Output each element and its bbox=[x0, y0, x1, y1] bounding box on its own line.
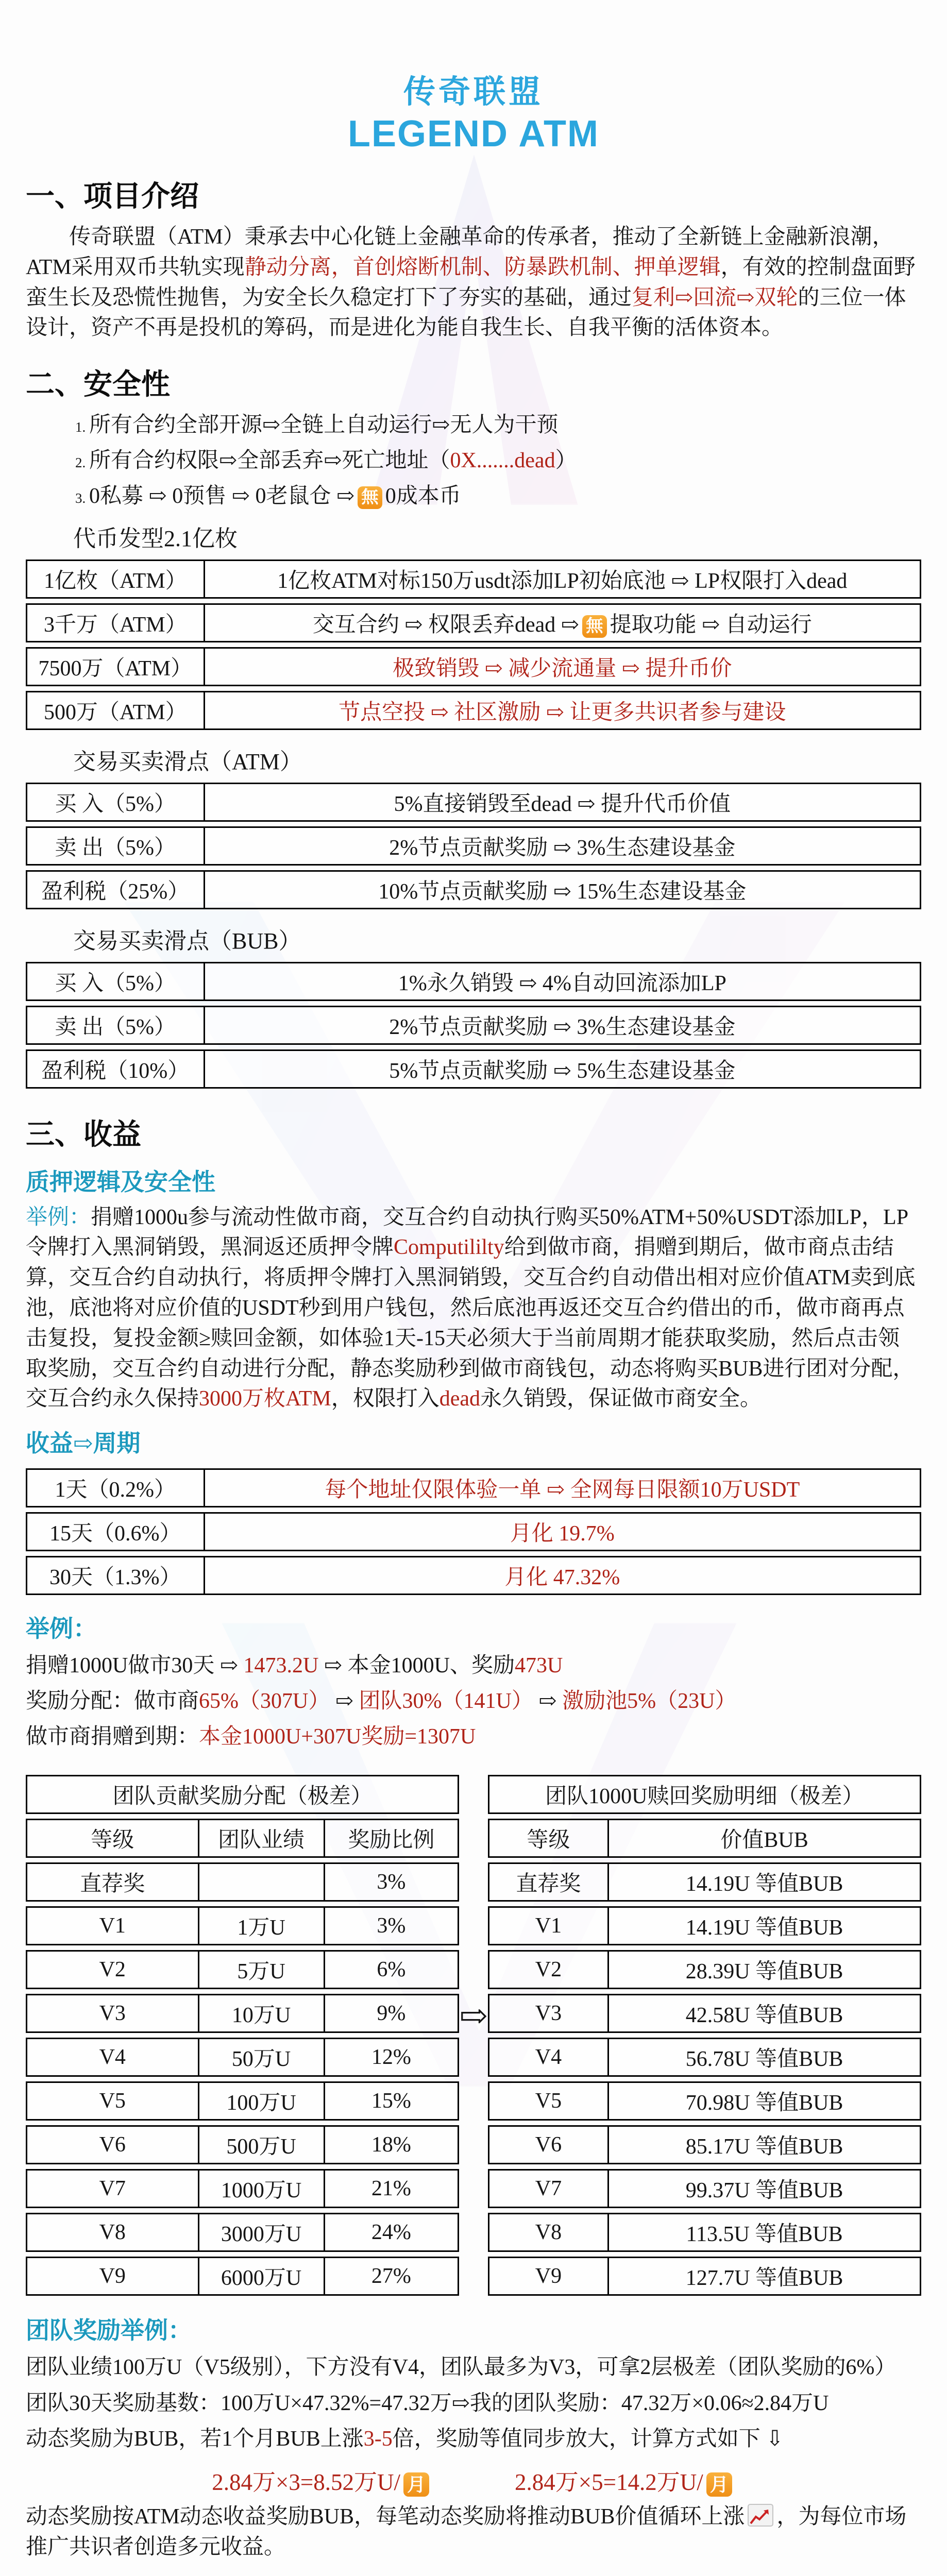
table-row bbox=[26, 2257, 459, 2296]
table-cell: 56.78U 等值BUB bbox=[609, 2038, 921, 2077]
cjk-badge-icon: 月 bbox=[403, 2472, 429, 2497]
text-segment: 月化 47.32% bbox=[504, 1566, 620, 1590]
table-row bbox=[26, 2081, 459, 2121]
text-segment: 复利 bbox=[632, 285, 675, 310]
table-row bbox=[26, 1862, 459, 1902]
text-segment: 全链上自动运行 bbox=[280, 413, 432, 437]
text-segment: ，为每位市场推广共识者创造多元收益。 bbox=[26, 2504, 907, 2559]
text-segment: 65%（307U） bbox=[199, 1689, 330, 1714]
arrow-icon: ⇨ bbox=[336, 484, 355, 508]
table-cell: V5 bbox=[488, 2081, 610, 2121]
table-cell: V8 bbox=[488, 2213, 610, 2252]
yield-period-table bbox=[26, 1464, 921, 1600]
table-row bbox=[488, 2038, 921, 2077]
table-row bbox=[26, 603, 921, 642]
cjk-badge-icon: 月 bbox=[706, 2472, 732, 2497]
arrow-icon: ⇨ bbox=[621, 656, 640, 681]
table-cell: V1 bbox=[488, 1906, 610, 1945]
text-segment: 0老鼠仓 bbox=[249, 484, 336, 508]
row-label-cell: 买 入（5%） bbox=[26, 783, 205, 822]
table-cell: 99.37U 等值BUB bbox=[609, 2169, 921, 2208]
arrow-icon: ⇨ bbox=[231, 484, 250, 508]
staking-logic-paragraph bbox=[26, 1202, 921, 1415]
text-segment: 全部丢弃 bbox=[237, 448, 324, 472]
table-cell: 42.58U 等值BUB bbox=[609, 1994, 921, 2033]
table-cell: 5万U bbox=[199, 1950, 325, 1989]
row-value-cell bbox=[205, 1049, 921, 1089]
row-value-cell bbox=[205, 603, 921, 642]
row-label-cell: 7500万（ATM） bbox=[26, 647, 205, 686]
text-segment: 全网每日限额10万USDT bbox=[565, 1478, 800, 1502]
table-row bbox=[488, 1862, 921, 1902]
table-row bbox=[26, 560, 921, 599]
text-segment: 3%生态建设基金 bbox=[571, 1015, 736, 1039]
arrow-icon: ⇨ bbox=[702, 613, 720, 637]
table-cell: 100万U bbox=[199, 2081, 325, 2121]
arrow-icon: ⇨ bbox=[324, 448, 342, 472]
table-cell: 21% bbox=[325, 2169, 460, 2208]
arrow-icon: ⇨ bbox=[430, 700, 449, 724]
text-segment: 0X.......dead bbox=[450, 448, 555, 472]
arrow-icon: ⇨ bbox=[148, 484, 167, 508]
table-cell: 直荐奖 bbox=[26, 1862, 199, 1902]
arrow-icon: ⇨ bbox=[675, 285, 694, 310]
text-segment: 2%节点贡献奖励 bbox=[389, 1015, 553, 1039]
row-label-cell: 盈利税（25%） bbox=[26, 870, 205, 909]
text-segment: 永久销毁，保证做市商安全。 bbox=[480, 1387, 762, 1411]
row-value-cell bbox=[205, 1468, 921, 1507]
team-contribution-table bbox=[26, 1770, 459, 2300]
row-value-cell bbox=[205, 691, 921, 730]
arrow-icon: ⇨ bbox=[219, 448, 238, 472]
text-segment: 月化 19.7% bbox=[510, 1522, 615, 1546]
column-header: 团队业绩 bbox=[199, 1819, 325, 1858]
table-cell: V5 bbox=[26, 2081, 199, 2121]
table-row bbox=[488, 1819, 921, 1858]
text-segment: 2. bbox=[75, 454, 89, 470]
row-label-cell: 30天（1.3%） bbox=[26, 1556, 205, 1595]
text-segment: 0成本币 bbox=[385, 484, 461, 508]
row-label-cell: 卖 出（5%） bbox=[26, 826, 205, 866]
table-title: 团队贡献奖励分配（极差） bbox=[26, 1775, 459, 1814]
text-segment: ，有效的控制盘面野蛮生长及恐慌性抛售，为安全长久稳定打下了夯实的基础，通过 bbox=[26, 255, 916, 310]
text-segment: 3-5 bbox=[363, 2427, 393, 2451]
arrow-icon: ⇨ bbox=[330, 1689, 359, 1714]
row-value-cell bbox=[205, 962, 921, 1001]
text-segment: 节点空投 bbox=[339, 700, 431, 724]
text-segment: 0预售 bbox=[166, 484, 232, 508]
table-cell: 3% bbox=[325, 1862, 460, 1902]
team-redeem-table bbox=[488, 1770, 921, 2300]
table-cell: 500万U bbox=[199, 2125, 325, 2164]
table-row bbox=[26, 691, 921, 730]
intro-paragraph bbox=[26, 222, 921, 343]
team-example-line-3 bbox=[26, 2422, 921, 2456]
table-row bbox=[26, 1049, 921, 1089]
text-segment: 回流 bbox=[693, 285, 737, 310]
row-label-cell: 15天（0.6%） bbox=[26, 1512, 205, 1551]
staking-logic-subheading: 质押逻辑及安全性 bbox=[26, 1168, 215, 1195]
token-allocation-table bbox=[26, 555, 921, 735]
row-value-cell bbox=[205, 647, 921, 686]
column-header: 等级 bbox=[26, 1819, 199, 1858]
table-row bbox=[26, 1950, 459, 1989]
table-row bbox=[26, 2038, 459, 2077]
row-label-cell: 1天（0.2%） bbox=[26, 1468, 205, 1507]
table-row bbox=[488, 1906, 921, 1945]
arrow-icon: ⇨ bbox=[546, 700, 564, 724]
table-cell: 70.98U 等值BUB bbox=[609, 2081, 921, 2121]
arrow-icon: ⇨ bbox=[577, 792, 596, 816]
dynamic-reward-paragraph bbox=[26, 2502, 921, 2563]
table-cell: 27% bbox=[325, 2257, 460, 2296]
text-segment: 本金1000U+307U奖励=1307U bbox=[199, 1725, 476, 1749]
column-header: 等级 bbox=[488, 1819, 610, 1858]
table-cell: 9% bbox=[325, 1994, 460, 2033]
table-cell: 50万U bbox=[199, 2038, 325, 2077]
chart-up-icon bbox=[748, 2504, 773, 2527]
arrow-icon: ⇨ bbox=[533, 1689, 563, 1714]
text-segment: 0私募 bbox=[89, 484, 149, 508]
table-cell: 6000万U bbox=[199, 2257, 325, 2296]
table-row bbox=[26, 2125, 459, 2164]
text-segment: 2%节点贡献奖励 bbox=[389, 836, 553, 860]
table-cell: 1000万U bbox=[199, 2169, 325, 2208]
text-segment: 我的团队奖励：47.32万×0.06≈2.84万U bbox=[469, 2391, 829, 2415]
table-cell: V9 bbox=[26, 2257, 199, 2296]
arrow-icon: ⇨ bbox=[671, 569, 689, 593]
slippage-bub-label: 交易买卖滑点（BUB） bbox=[73, 928, 301, 954]
table-cell: 3% bbox=[325, 1906, 460, 1945]
slippage-atm-table bbox=[26, 778, 921, 914]
row-label-cell: 卖 出（5%） bbox=[26, 1006, 205, 1045]
table-row bbox=[26, 1775, 459, 1814]
arrow-icon: ⇨ bbox=[519, 971, 537, 995]
table-title: 团队1000U赎回奖励明细（极差） bbox=[488, 1775, 921, 1814]
text-segment: 收益 bbox=[26, 1430, 73, 1457]
security-item-2 bbox=[75, 446, 921, 476]
table-cell: 10万U bbox=[199, 1994, 325, 2033]
table-row bbox=[26, 2213, 459, 2252]
table-row bbox=[26, 783, 921, 822]
row-label-cell: 买 入（5%） bbox=[26, 962, 205, 1001]
text-segment: 2.84万×5=14.2万U/ bbox=[515, 2469, 703, 2495]
table-row bbox=[488, 2213, 921, 2252]
text-segment: 3000万枚ATM bbox=[199, 1387, 331, 1411]
text-segment: 4%自动回流添加LP bbox=[537, 971, 726, 995]
table-row bbox=[26, 826, 921, 866]
text-segment: 每个地址仅限体验一单 bbox=[325, 1478, 547, 1502]
arrow-icon: ⇨ bbox=[404, 613, 423, 637]
text-segment: 5%节点贡献奖励 bbox=[389, 1059, 553, 1083]
example-line-3 bbox=[26, 1720, 921, 1754]
table-row bbox=[488, 1775, 921, 1814]
section-security-heading: 二、安全性 bbox=[26, 369, 170, 401]
example-line-2 bbox=[26, 1685, 921, 1718]
text-segment: 3%生态建设基金 bbox=[571, 836, 736, 860]
table-cell: V6 bbox=[488, 2125, 610, 2164]
table-cell bbox=[199, 1862, 325, 1902]
column-header: 奖励比例 bbox=[325, 1819, 460, 1858]
row-value-cell bbox=[205, 1556, 921, 1595]
text-segment: ，权限打入 bbox=[331, 1387, 439, 1411]
text-segment: 本金1000U、奖励 bbox=[342, 1654, 515, 1678]
table-cell: V4 bbox=[488, 2038, 610, 2077]
arrow-icon: ⇨ bbox=[73, 1430, 93, 1457]
row-label-cell: 1亿枚（ATM） bbox=[26, 560, 205, 599]
table-cell: 1万U bbox=[199, 1906, 325, 1945]
text-segment: 15%生态建设基金 bbox=[571, 879, 747, 904]
table-cell: 15% bbox=[325, 2081, 460, 2121]
table-row bbox=[26, 1906, 459, 1945]
table-row bbox=[26, 647, 921, 686]
text-segment: 社区激励 bbox=[448, 700, 546, 724]
arrow-icon: ⇨ bbox=[484, 656, 503, 681]
arrow-icon: ⇨ bbox=[262, 413, 281, 437]
text-segment: 3. bbox=[75, 490, 89, 506]
team-reward-example-subheading: 团队奖励举例： bbox=[26, 2317, 192, 2344]
text-segment: 传奇联盟（ATM）秉承去中心化链上金融革命的传承者，推动了全新链上金融新浪潮，ATM采用双币共轨实现 bbox=[26, 225, 894, 279]
row-value-cell bbox=[205, 783, 921, 822]
text-segment: 死亡地址（ bbox=[342, 448, 450, 472]
table-cell: 6% bbox=[325, 1950, 460, 1989]
text-segment: 举例： bbox=[26, 1205, 91, 1229]
text-segment: 无人为干预 bbox=[450, 413, 559, 437]
arrow-icon: ⇨ bbox=[546, 1478, 565, 1502]
table-row bbox=[488, 2081, 921, 2121]
team-example-line-2 bbox=[26, 2387, 921, 2420]
text-segment: 的三位一体设计，资产不再是投机的筹码，而是进化为能自我生长、自我平衡的活体资本。 bbox=[26, 285, 906, 340]
arrow-icon: ⇨ bbox=[553, 879, 571, 904]
text-segment: 给到做市商，捐赠到期后，做市商点击结算，交互合约自动执行，将质押令牌打入黑洞销毁，交互合约自动借出相对应价值ATM卖到底池，底池将对应价值的USDT秒到用户钱包，然后底池再返还交互合约借出的币，做市商再点击复投，复投金额≥赎回金额，如体验1天-15天必须大于当前周期才能获取奖励，然后点击领取奖励，交互合约自动进行分配，静态奖励秒到做市商钱包，动态将购买BUB进行团对分配，交互合约永久保持 bbox=[26, 1235, 916, 1411]
table-cell: 12% bbox=[325, 2038, 460, 2077]
arrow-icon: ⇨ bbox=[324, 1654, 343, 1678]
table-cell: V1 bbox=[26, 1906, 199, 1945]
table-cell: 113.5U 等值BUB bbox=[609, 2213, 921, 2252]
table-row bbox=[488, 2169, 921, 2208]
table-cell: 14.19U 等值BUB bbox=[609, 1862, 921, 1902]
text-segment: 5%生态建设基金 bbox=[571, 1059, 736, 1083]
table-row bbox=[26, 1006, 921, 1045]
text-segment: 团队30天奖励基数：100万U×47.32%=47.32万 bbox=[26, 2391, 452, 2415]
text-segment: 1亿枚ATM对标150万usdt添加LP初始底池 bbox=[277, 569, 671, 593]
section-income-heading: 三、收益 bbox=[26, 1118, 141, 1151]
text-segment: 2.84万×3=8.52万U/ bbox=[212, 2469, 400, 2495]
text-segment: 减少流通量 bbox=[502, 656, 622, 681]
text-segment: 让更多共识者参与建设 bbox=[564, 700, 786, 724]
text-segment: 激励池5%（23U） bbox=[562, 1689, 737, 1714]
text-segment: 奖励分配：做市商 bbox=[26, 1689, 199, 1714]
security-item-3 bbox=[75, 481, 921, 512]
text-segment: 团队30%（141U） bbox=[359, 1689, 533, 1714]
table-row bbox=[26, 1556, 921, 1595]
text-segment: 动态奖励按ATM动态收益奖励BUB，每笔动态奖励将推动BUB价值循环上涨 bbox=[26, 2504, 745, 2529]
text-segment: LP权限打入dead bbox=[689, 569, 848, 593]
table-cell: V3 bbox=[488, 1994, 610, 2033]
text-segment: 1%永久销毁 bbox=[398, 971, 519, 995]
yield-period-subheading bbox=[26, 1425, 921, 1459]
table-row bbox=[26, 870, 921, 909]
tables-link-arrow-icon: ⇨ bbox=[459, 1997, 488, 2036]
text-segment: 权限丢弃dead bbox=[422, 613, 561, 637]
table-row bbox=[26, 1468, 921, 1507]
text-segment: 提升币价 bbox=[640, 656, 732, 681]
table-cell: 24% bbox=[325, 2213, 460, 2252]
column-header: 价值BUB bbox=[609, 1819, 921, 1858]
arrow-icon: ⇩ bbox=[766, 2427, 784, 2451]
arrow-icon: ⇨ bbox=[561, 613, 579, 637]
arrow-icon: ⇨ bbox=[432, 413, 450, 437]
text-segment: 捐赠1000U做市30天 bbox=[26, 1654, 220, 1678]
table-row bbox=[26, 1512, 921, 1551]
arrow-icon: ⇨ bbox=[553, 836, 571, 860]
arrow-icon: ⇨ bbox=[219, 1654, 239, 1678]
table-row bbox=[26, 1819, 459, 1858]
text-segment: 做市商捐赠到期： bbox=[26, 1725, 199, 1749]
text-segment: 捐赠1000u参与流动性做市商，交互合约自动执行购买50%ATM+50%USDT添加LP，LP令牌打入黑洞销毁，黑洞返还质押令牌 bbox=[26, 1205, 909, 1260]
text-segment: 473U bbox=[514, 1654, 563, 1678]
text-segment: 周期 bbox=[93, 1430, 141, 1457]
row-label-cell: 3千万（ATM） bbox=[26, 603, 205, 642]
text-segment: 5%直接销毁至dead bbox=[394, 792, 578, 816]
arrow-icon: ⇨ bbox=[736, 285, 755, 310]
table-row bbox=[26, 2169, 459, 2208]
team-tables-section bbox=[26, 1769, 921, 2301]
text-segment: 自动运行 bbox=[720, 613, 812, 637]
table-cell: 85.17U 等值BUB bbox=[609, 2125, 921, 2164]
text-segment: Computililty bbox=[394, 1235, 504, 1260]
arrow-icon: ⇨ bbox=[553, 1059, 571, 1083]
table-row bbox=[488, 1950, 921, 1989]
page-title-en: LEGEND ATM bbox=[348, 113, 599, 155]
text-segment: 团队业绩100万U（V5级别），下方没有V4，团队最多为V3，可拿2层极差（团队奖励的6%） bbox=[26, 2355, 897, 2380]
security-item-1 bbox=[75, 410, 921, 440]
arrow-icon: ⇨ bbox=[451, 2391, 470, 2415]
row-label-cell: 盈利税（10%） bbox=[26, 1049, 205, 1089]
table-cell: V9 bbox=[488, 2257, 610, 2296]
row-value-cell bbox=[205, 826, 921, 866]
table-row bbox=[26, 1994, 459, 2033]
text-segment: 倍，奖励等值同步放大，计算方式如下 bbox=[392, 2427, 766, 2451]
table-cell: V4 bbox=[26, 2038, 199, 2077]
text-segment: 静动分离，首创熔断机制、防暴跌机制、押单逻辑 bbox=[244, 255, 721, 279]
token-supply-label: 代币发型2.1亿枚 bbox=[73, 526, 238, 551]
table-row bbox=[488, 2125, 921, 2164]
table-cell: V6 bbox=[26, 2125, 199, 2164]
text-segment: 10%节点贡献奖励 bbox=[378, 879, 553, 904]
text-segment: 动态奖励为BUB，若1个月BUB上涨 bbox=[26, 2427, 364, 2451]
cjk-badge-icon: 無 bbox=[358, 486, 382, 509]
text-segment: 1473.2U bbox=[238, 1654, 324, 1678]
table-row bbox=[488, 1994, 921, 2033]
text-segment: dead bbox=[439, 1387, 481, 1411]
table-row bbox=[488, 2257, 921, 2296]
table-cell: 28.39U 等值BUB bbox=[609, 1950, 921, 1989]
text-segment: ） bbox=[555, 448, 577, 472]
cjk-badge-icon: 無 bbox=[582, 615, 607, 638]
example-line-1 bbox=[26, 1649, 921, 1683]
row-value-cell bbox=[205, 1006, 921, 1045]
text-segment: 1. bbox=[75, 419, 89, 435]
text-segment: 所有合约权限 bbox=[89, 448, 219, 472]
table-row bbox=[26, 962, 921, 1001]
team-example-line-1 bbox=[26, 2351, 921, 2384]
text-segment: 提取功能 bbox=[610, 613, 702, 637]
text-segment: 交互合约 bbox=[312, 613, 405, 637]
row-value-cell bbox=[205, 560, 921, 599]
section-intro-heading: 一、项目介绍 bbox=[26, 181, 199, 213]
table-cell: 127.7U 等值BUB bbox=[609, 2257, 921, 2296]
text-segment: 极致销毁 bbox=[393, 656, 485, 681]
table-cell: V2 bbox=[488, 1950, 610, 1989]
example-subheading: 举例： bbox=[26, 1616, 97, 1642]
text-segment: 双轮 bbox=[754, 285, 798, 310]
table-cell: V3 bbox=[26, 1994, 199, 2033]
arrow-icon: ⇨ bbox=[553, 1015, 571, 1039]
table-cell: V2 bbox=[26, 1950, 199, 1989]
table-cell: 3000万U bbox=[199, 2213, 325, 2252]
slippage-atm-label: 交易买卖滑点（ATM） bbox=[73, 749, 302, 774]
table-cell: 直荐奖 bbox=[488, 1862, 610, 1902]
table-cell: V7 bbox=[488, 2169, 610, 2208]
reward-formula-line bbox=[26, 2463, 921, 2497]
row-value-cell bbox=[205, 870, 921, 909]
table-cell: 18% bbox=[325, 2125, 460, 2164]
table-cell: V7 bbox=[26, 2169, 199, 2208]
slippage-bub-table bbox=[26, 957, 921, 1093]
table-cell: V8 bbox=[26, 2213, 199, 2252]
page-title-cn: 传奇联盟 bbox=[403, 75, 544, 110]
table-cell: 14.19U 等值BUB bbox=[609, 1906, 921, 1945]
text-segment: 所有合约全部开源 bbox=[89, 413, 263, 437]
row-label-cell: 500万（ATM） bbox=[26, 691, 205, 730]
row-value-cell bbox=[205, 1512, 921, 1551]
text-segment: 提升代币价值 bbox=[595, 792, 731, 816]
